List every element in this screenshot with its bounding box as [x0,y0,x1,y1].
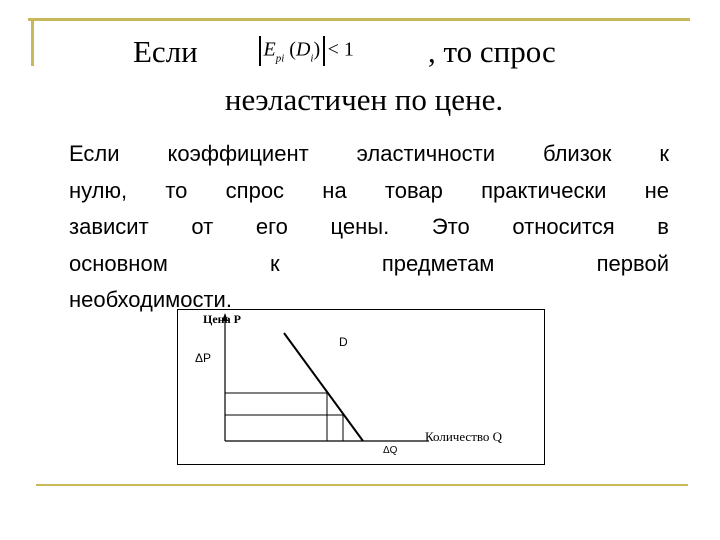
x-axis-label: Количество Q [425,429,503,444]
paragraph-line: необходимости. [69,287,232,312]
paragraph-line: Если коэффициент эластичности близок к [69,141,669,166]
paragraph-line: основном к предметам первой [69,250,669,276]
title-prefix: Если [133,34,198,69]
paragraph-line: зависит от его цены. Это относится в [69,214,669,239]
formula-d-sub-i: i [310,52,314,65]
formula-sub-i: i [281,52,285,65]
delta-p-label: ΔP [195,351,212,365]
paragraph-line: нулю, то спрос на товар практически не [69,177,669,203]
body-paragraph [69,136,669,319]
title-line-2: неэластичен по цене. [224,82,504,117]
title-line-1 [0,34,720,74]
formula-paren-open: ( [289,38,296,61]
demand-curve [284,333,363,441]
bottom-decorative-line [36,484,688,486]
demand-graph [177,309,545,465]
formula-sub-p: p [275,52,282,65]
elasticity-formula [256,36,354,66]
delta-q-label: ΔQ [383,445,398,456]
formula-inequality: < 1 [327,38,354,61]
curve-label: D [339,335,348,349]
top-decorative-line [28,18,690,21]
formula-paren-close: ) [313,38,321,61]
title-suffix: , то спрос [428,34,556,69]
abs-bar-right [323,36,325,66]
formula-d: D [295,38,311,61]
y-axis-label: Цена P [203,312,241,326]
formula-e: E [263,38,276,61]
abs-bar-left [259,36,261,66]
